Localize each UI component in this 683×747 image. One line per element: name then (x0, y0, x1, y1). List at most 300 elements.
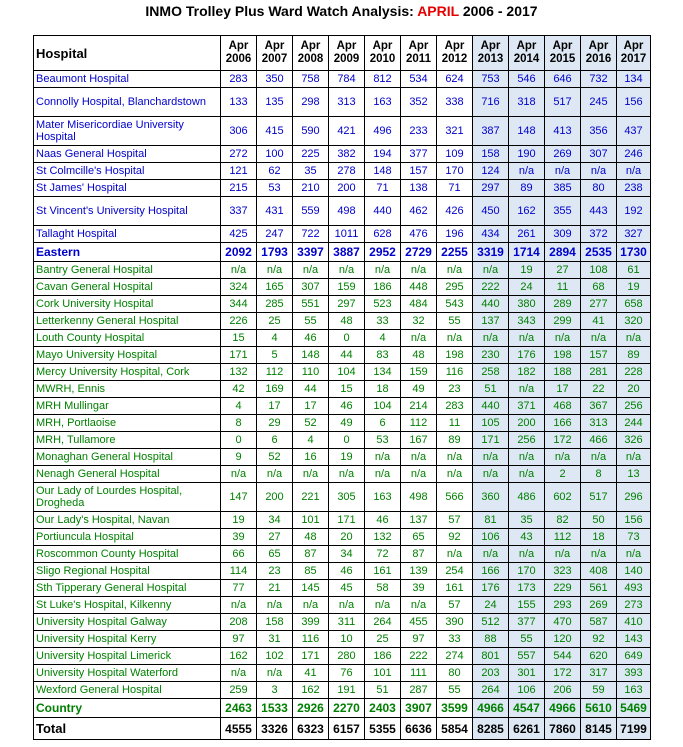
value-cell: n/a (617, 163, 651, 180)
table-row (34, 226, 651, 243)
value-cell: 277 (581, 296, 617, 313)
value-cell: 273 (617, 597, 651, 614)
hospital-name: Portiuncula Hospital (34, 529, 221, 546)
value-cell: 8 (221, 415, 257, 432)
page-title (0, 3, 683, 19)
hospital-name: Cavan General Hospital (34, 279, 221, 296)
table-row (34, 146, 651, 163)
table-row (34, 398, 651, 415)
value-cell: 147 (221, 483, 257, 512)
value-cell: 801 (473, 648, 509, 665)
value-cell: 41 (293, 665, 329, 682)
value-cell: 19 (509, 262, 545, 279)
hospital-name: Mercy University Hospital, Cork (34, 364, 221, 381)
value-cell: 0 (329, 330, 365, 347)
value-cell: 628 (365, 226, 401, 243)
hospital-name: St Colmcille's Hospital (34, 163, 221, 180)
value-cell: 1793 (257, 243, 293, 262)
value-cell: 200 (509, 415, 545, 432)
value-cell: 258 (473, 364, 509, 381)
value-cell: 214 (401, 398, 437, 415)
value-cell: 238 (617, 180, 651, 197)
value-cell: 42 (221, 381, 257, 398)
value-cell: 6157 (329, 718, 365, 740)
value-cell: 299 (545, 313, 581, 330)
value-cell: 338 (437, 88, 473, 117)
value-cell: 2463 (221, 699, 257, 718)
value-cell: 1533 (257, 699, 293, 718)
value-cell: 484 (401, 296, 437, 313)
value-cell: 169 (257, 381, 293, 398)
value-cell: 192 (617, 197, 651, 226)
value-cell: 200 (329, 180, 365, 197)
value-cell: 198 (545, 347, 581, 364)
value-cell: n/a (581, 449, 617, 466)
table-row (34, 546, 651, 563)
value-cell: 89 (437, 432, 473, 449)
value-cell: 112 (545, 529, 581, 546)
value-cell: 132 (221, 364, 257, 381)
value-cell: 0 (329, 432, 365, 449)
hospital-name: Our Lady's Hospital, Navan (34, 512, 221, 529)
table-row (34, 563, 651, 580)
value-cell: 72 (365, 546, 401, 563)
value-cell: 206 (545, 682, 581, 699)
value-cell: 2255 (437, 243, 473, 262)
value-cell: n/a (473, 262, 509, 279)
value-cell: 55 (437, 313, 473, 330)
value-cell: 156 (617, 512, 651, 529)
year-column-header: Apr 2008 (293, 36, 329, 71)
value-cell: 53 (365, 432, 401, 449)
value-cell: 155 (509, 597, 545, 614)
value-cell: 517 (545, 88, 581, 117)
value-cell: 410 (617, 614, 651, 631)
value-cell: 323 (545, 563, 581, 580)
value-cell: 551 (293, 296, 329, 313)
year-column-header: Apr 2012 (437, 36, 473, 71)
table-row (34, 449, 651, 466)
value-cell: n/a (437, 449, 473, 466)
value-cell: n/a (401, 466, 437, 483)
value-cell: n/a (437, 546, 473, 563)
value-cell: 51 (473, 381, 509, 398)
value-cell: 517 (581, 483, 617, 512)
value-cell: 43 (509, 529, 545, 546)
value-cell: 350 (257, 71, 293, 88)
value-cell: 297 (329, 296, 365, 313)
value-cell: 33 (437, 631, 473, 648)
ward-watch-table (33, 35, 651, 740)
value-cell: 52 (293, 415, 329, 432)
value-cell: 57 (437, 512, 473, 529)
value-cell: 1011 (329, 226, 365, 243)
value-cell: 88 (473, 631, 509, 648)
year-column-header: Apr 2011 (401, 36, 437, 71)
value-cell: 166 (545, 415, 581, 432)
table-row (34, 330, 651, 347)
value-cell: 2926 (293, 699, 329, 718)
value-cell: n/a (329, 597, 365, 614)
value-cell: 327 (617, 226, 651, 243)
value-cell: 602 (545, 483, 581, 512)
value-cell: 157 (401, 163, 437, 180)
table-row (34, 71, 651, 88)
value-cell: n/a (293, 597, 329, 614)
value-cell: 89 (509, 180, 545, 197)
value-cell: 166 (473, 563, 509, 580)
value-cell: 367 (581, 398, 617, 415)
value-cell: 52 (257, 449, 293, 466)
value-cell: 498 (401, 483, 437, 512)
value-cell: 7860 (545, 718, 581, 740)
year-column-header: Apr 2009 (329, 36, 365, 71)
hospital-name: MRH, Portlaoise (34, 415, 221, 432)
value-cell: 620 (581, 648, 617, 665)
value-cell: 171 (221, 347, 257, 364)
value-cell: 2952 (365, 243, 401, 262)
value-cell: 65 (257, 546, 293, 563)
value-cell: n/a (509, 163, 545, 180)
value-cell: 106 (473, 529, 509, 546)
value-cell: 71 (437, 180, 473, 197)
value-cell: 145 (293, 580, 329, 597)
year-column-header: Apr 2016 (581, 36, 617, 71)
table-row (34, 163, 651, 180)
value-cell: 222 (473, 279, 509, 296)
value-cell: n/a (509, 449, 545, 466)
value-cell: 561 (581, 580, 617, 597)
value-cell: 137 (401, 512, 437, 529)
value-cell: 624 (437, 71, 473, 88)
value-cell: n/a (293, 466, 329, 483)
hospital-name: University Hospital Waterford (34, 665, 221, 682)
value-cell: n/a (545, 330, 581, 347)
value-cell: 390 (437, 614, 473, 631)
value-cell: 158 (473, 146, 509, 163)
value-cell: 46 (329, 563, 365, 580)
value-cell: 295 (437, 279, 473, 296)
value-cell: 753 (473, 71, 509, 88)
value-cell: 120 (545, 631, 581, 648)
table-body (34, 36, 651, 740)
value-cell: 114 (221, 563, 257, 580)
table-row (34, 432, 651, 449)
value-cell: 17 (257, 398, 293, 415)
value-cell: 732 (581, 71, 617, 88)
hospital-name: Country (34, 699, 221, 718)
value-cell: 318 (509, 88, 545, 117)
value-cell: 76 (329, 665, 365, 682)
value-cell: 2403 (365, 699, 401, 718)
value-cell: 425 (221, 226, 257, 243)
hospital-name: Wexford General Hospital (34, 682, 221, 699)
value-cell: 372 (581, 226, 617, 243)
value-cell: 105 (473, 415, 509, 432)
value-cell: 440 (473, 398, 509, 415)
table-row (34, 347, 651, 364)
hospital-name: Beaumont Hospital (34, 71, 221, 88)
value-cell: n/a (257, 466, 293, 483)
year-column-header: Apr 2017 (617, 36, 651, 71)
value-cell: 343 (509, 313, 545, 330)
value-cell: 301 (509, 665, 545, 682)
value-cell: 112 (401, 415, 437, 432)
value-cell: n/a (509, 466, 545, 483)
value-cell: 19 (221, 512, 257, 529)
value-cell: n/a (473, 546, 509, 563)
title-suffix: 2006 - 2017 (458, 3, 538, 19)
table-row (34, 88, 651, 117)
value-cell: 188 (545, 364, 581, 381)
year-column-header: Apr 2014 (509, 36, 545, 71)
table-row (34, 364, 651, 381)
value-cell: 10 (329, 631, 365, 648)
value-cell: 210 (293, 180, 329, 197)
hospital-name: Eastern (34, 243, 221, 262)
value-cell: 3887 (329, 243, 365, 262)
value-cell: 4 (257, 330, 293, 347)
value-cell: 73 (617, 529, 651, 546)
hospital-name: University Hospital Galway (34, 614, 221, 631)
value-cell: 46 (293, 330, 329, 347)
value-cell: 158 (257, 614, 293, 631)
value-cell: 55 (293, 313, 329, 330)
value-cell: 156 (617, 88, 651, 117)
value-cell: 138 (401, 180, 437, 197)
value-cell: 163 (617, 682, 651, 699)
value-cell: 24 (473, 597, 509, 614)
value-cell: 269 (581, 597, 617, 614)
value-cell: 35 (509, 512, 545, 529)
value-cell: 5355 (365, 718, 401, 740)
value-cell: 27 (545, 262, 581, 279)
value-cell: 97 (221, 631, 257, 648)
value-cell: 306 (221, 117, 257, 146)
value-cell: 159 (401, 364, 437, 381)
value-cell: n/a (437, 466, 473, 483)
value-cell: 176 (509, 347, 545, 364)
value-cell: 81 (473, 512, 509, 529)
hospital-column-header: Hospital (34, 36, 221, 71)
value-cell: 25 (365, 631, 401, 648)
value-cell: 48 (401, 347, 437, 364)
value-cell: 159 (329, 279, 365, 296)
value-cell: 311 (329, 614, 365, 631)
value-cell: 534 (401, 71, 437, 88)
value-cell: 20 (617, 381, 651, 398)
value-cell: 546 (509, 71, 545, 88)
value-cell: 33 (365, 313, 401, 330)
value-cell: 161 (365, 563, 401, 580)
value-cell: 496 (365, 117, 401, 146)
value-cell: 408 (581, 563, 617, 580)
value-cell: n/a (221, 597, 257, 614)
hospital-name: MRH, Tullamore (34, 432, 221, 449)
value-cell: 45 (329, 580, 365, 597)
value-cell: n/a (509, 546, 545, 563)
value-cell: 543 (437, 296, 473, 313)
value-cell: 140 (617, 563, 651, 580)
value-cell: n/a (365, 466, 401, 483)
value-cell: n/a (257, 262, 293, 279)
value-cell: n/a (221, 262, 257, 279)
value-cell: 161 (437, 580, 473, 597)
value-cell: 190 (509, 146, 545, 163)
value-cell: 16 (293, 449, 329, 466)
value-cell: 55 (437, 682, 473, 699)
value-cell: 92 (581, 631, 617, 648)
table-row (34, 180, 651, 197)
value-cell: 245 (581, 88, 617, 117)
value-cell: 3907 (401, 699, 437, 718)
value-cell: 196 (437, 226, 473, 243)
value-cell: 135 (257, 88, 293, 117)
value-cell: 46 (329, 398, 365, 415)
value-cell: 11 (545, 279, 581, 296)
hospital-name: St Luke's Hospital, Kilkenny (34, 597, 221, 614)
table-row (34, 313, 651, 330)
value-cell: 466 (581, 432, 617, 449)
value-cell: 326 (617, 432, 651, 449)
value-cell: 371 (509, 398, 545, 415)
value-cell: 280 (329, 648, 365, 665)
value-cell: 101 (293, 512, 329, 529)
value-cell: 35 (293, 163, 329, 180)
value-cell: 296 (617, 483, 651, 512)
value-cell: 82 (545, 512, 581, 529)
value-cell: 324 (221, 279, 257, 296)
value-cell: 29 (257, 415, 293, 432)
value-cell: 4547 (509, 699, 545, 718)
value-cell: 8 (581, 466, 617, 483)
value-cell: 8285 (473, 718, 509, 740)
value-cell: n/a (329, 262, 365, 279)
value-cell: 133 (221, 88, 257, 117)
value-cell: 48 (329, 313, 365, 330)
hospital-name: Mayo University Hospital (34, 347, 221, 364)
value-cell: 413 (545, 117, 581, 146)
value-cell: 148 (365, 163, 401, 180)
value-cell: 112 (257, 364, 293, 381)
value-cell: 59 (581, 682, 617, 699)
value-cell: 27 (257, 529, 293, 546)
value-cell: 385 (545, 180, 581, 197)
value-cell: 272 (221, 146, 257, 163)
value-cell: 716 (473, 88, 509, 117)
value-cell: 3397 (293, 243, 329, 262)
value-cell: 360 (473, 483, 509, 512)
value-cell: 5854 (437, 718, 473, 740)
value-cell: 344 (221, 296, 257, 313)
value-cell: 6 (365, 415, 401, 432)
value-cell: 0 (221, 432, 257, 449)
value-cell: 722 (293, 226, 329, 243)
value-cell: 55 (509, 631, 545, 648)
value-cell: 203 (473, 665, 509, 682)
value-cell: 66 (221, 546, 257, 563)
value-cell: 171 (293, 648, 329, 665)
value-cell: 337 (221, 197, 257, 226)
table-row (34, 117, 651, 146)
value-cell: n/a (473, 449, 509, 466)
value-cell: 387 (473, 117, 509, 146)
value-cell: 283 (221, 71, 257, 88)
country-subtotal-row (34, 699, 651, 718)
value-cell: 124 (473, 163, 509, 180)
value-cell: 44 (293, 381, 329, 398)
hospital-name: University Hospital Limerick (34, 648, 221, 665)
value-cell: 80 (581, 180, 617, 197)
value-cell: 289 (545, 296, 581, 313)
hospital-name: Connolly Hospital, Blanchardstown (34, 88, 221, 117)
table-row (34, 648, 651, 665)
table-row (34, 512, 651, 529)
value-cell: n/a (581, 330, 617, 347)
table-row (34, 597, 651, 614)
value-cell: 226 (221, 313, 257, 330)
value-cell: 4 (293, 432, 329, 449)
value-cell: 6 (257, 432, 293, 449)
value-cell: n/a (581, 163, 617, 180)
eastern-subtotal-row (34, 243, 651, 262)
hospital-name: Naas General Hospital (34, 146, 221, 163)
value-cell: n/a (437, 262, 473, 279)
value-cell: 493 (617, 580, 651, 597)
value-cell: 71 (365, 180, 401, 197)
value-cell: 512 (473, 614, 509, 631)
value-cell: n/a (257, 597, 293, 614)
value-cell: 646 (545, 71, 581, 88)
value-cell: n/a (509, 381, 545, 398)
table-row (34, 631, 651, 648)
value-cell: 92 (437, 529, 473, 546)
value-cell: 87 (293, 546, 329, 563)
value-cell: 434 (473, 226, 509, 243)
value-cell: 15 (329, 381, 365, 398)
value-cell: n/a (617, 546, 651, 563)
value-cell: 19 (329, 449, 365, 466)
value-cell: n/a (221, 466, 257, 483)
value-cell: 172 (545, 665, 581, 682)
hospital-name: Total (34, 718, 221, 740)
year-column-header: Apr 2007 (257, 36, 293, 71)
value-cell: 264 (473, 682, 509, 699)
value-cell: n/a (257, 665, 293, 682)
value-cell: 7199 (617, 718, 651, 740)
value-cell: 382 (329, 146, 365, 163)
value-cell: 440 (473, 296, 509, 313)
value-cell: 89 (617, 347, 651, 364)
value-cell: 426 (437, 197, 473, 226)
value-cell: 225 (293, 146, 329, 163)
table-row (34, 580, 651, 597)
value-cell: 264 (365, 614, 401, 631)
value-cell: 244 (617, 415, 651, 432)
value-cell: 758 (293, 71, 329, 88)
value-cell: n/a (545, 163, 581, 180)
value-cell: n/a (581, 546, 617, 563)
value-cell: 247 (257, 226, 293, 243)
value-cell: 450 (473, 197, 509, 226)
year-column-header: Apr 2006 (221, 36, 257, 71)
value-cell: 2270 (329, 699, 365, 718)
value-cell: 50 (581, 512, 617, 529)
value-cell: 194 (365, 146, 401, 163)
value-cell: 544 (545, 648, 581, 665)
table-row (34, 665, 651, 682)
year-column-header: Apr 2013 (473, 36, 509, 71)
